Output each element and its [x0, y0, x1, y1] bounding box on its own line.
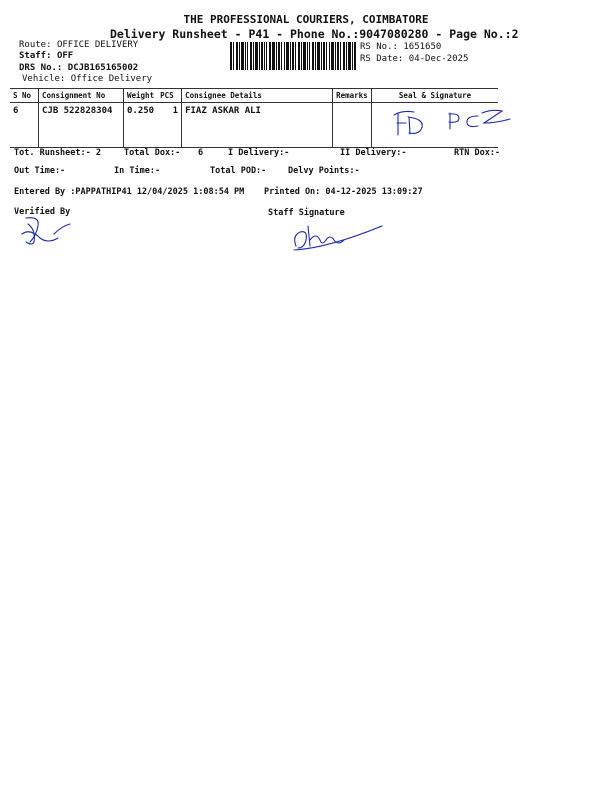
- rs-date-value: 04-Dec-2025: [408, 54, 469, 64]
- col-remarks: Remarks: [333, 89, 372, 103]
- tot-runsheet-label: Tot. Runsheet:-: [14, 148, 91, 158]
- verified-by-label: Verified By: [14, 207, 71, 217]
- rs-no-label: RS No.:: [360, 42, 398, 52]
- vehicle-line: [22, 74, 152, 84]
- route-line: [19, 40, 138, 50]
- tot-runsheet: [14, 148, 101, 158]
- cell-sno: 6: [10, 103, 39, 148]
- cell-seal-signature: [372, 103, 498, 148]
- staff-value: OFF: [56, 51, 74, 61]
- staff-signature-label: Staff Signature: [268, 208, 345, 218]
- staff-line: [19, 51, 73, 61]
- col-pcs: PCS: [157, 89, 182, 103]
- col-consignment-no: Consignment No: [39, 89, 124, 103]
- staff-label: Staff:: [19, 51, 52, 61]
- vehicle-value: Office Delivery: [70, 74, 153, 84]
- barcode: [230, 42, 356, 70]
- i-delivery-label: I Delivery:-: [228, 148, 290, 158]
- route-label: Route:: [19, 40, 52, 50]
- drs-value: DCJB165165002: [67, 63, 139, 73]
- rtn-dox-label: RTN Dox:-: [454, 148, 501, 158]
- cell-weight: 0.250: [124, 103, 158, 148]
- drs-line: [19, 63, 138, 73]
- total-pod-label: Total POD:-: [210, 166, 267, 176]
- staff-signature-image: [288, 218, 388, 252]
- seal-handwriting-image: [392, 105, 522, 139]
- runsheet-table: [10, 88, 498, 148]
- route-value: OFFICE DELIVERY: [56, 40, 139, 50]
- rs-date-label: RS Date:: [360, 54, 404, 64]
- total-dox-value: 6: [198, 148, 204, 158]
- rs-date-line: [360, 54, 468, 64]
- rs-no-value: 1651650: [403, 42, 442, 52]
- entered-by: Entered By :PAPPATHIP41 12/04/2025 1:08:54 PM: [14, 187, 245, 197]
- cell-consignee: FIAZ ASKAR ALI: [182, 103, 333, 148]
- delvy-points-label: Delvy Points:-: [288, 166, 360, 176]
- rs-no-line: [360, 42, 441, 52]
- drs-label: DRS No.:: [19, 63, 63, 73]
- cell-pcs: 1: [157, 103, 182, 148]
- table-header-row: [10, 89, 498, 103]
- printed-on: Printed On: 04-12-2025 13:09:27: [264, 187, 423, 197]
- out-time-label: Out Time:-: [14, 166, 66, 176]
- verified-by-signature-image: [18, 212, 78, 252]
- col-sno: S No: [10, 89, 39, 103]
- vehicle-label: Vehicle:: [22, 74, 66, 84]
- table-row: [10, 103, 498, 148]
- in-time-label: In Time:-: [114, 166, 161, 176]
- cell-remarks: [333, 103, 372, 148]
- runsheet-subtitle: Delivery Runsheet - P41 - Phone No.:9047080280 - Page No.:2: [110, 27, 519, 41]
- company-title: THE PROFESSIONAL COURIERS, COIMBATORE: [183, 13, 429, 26]
- col-weight: Weight: [124, 89, 158, 103]
- ii-delivery-label: II Delivery:-: [340, 148, 407, 158]
- col-seal-signature: Seal & Signature: [372, 89, 498, 103]
- col-consignee-details: Consignee Details: [182, 89, 333, 103]
- total-dox-label: Total Dox:-: [124, 148, 181, 158]
- tot-runsheet-value: 2: [95, 148, 102, 158]
- cell-consignment-no: CJB 522828304: [39, 103, 124, 148]
